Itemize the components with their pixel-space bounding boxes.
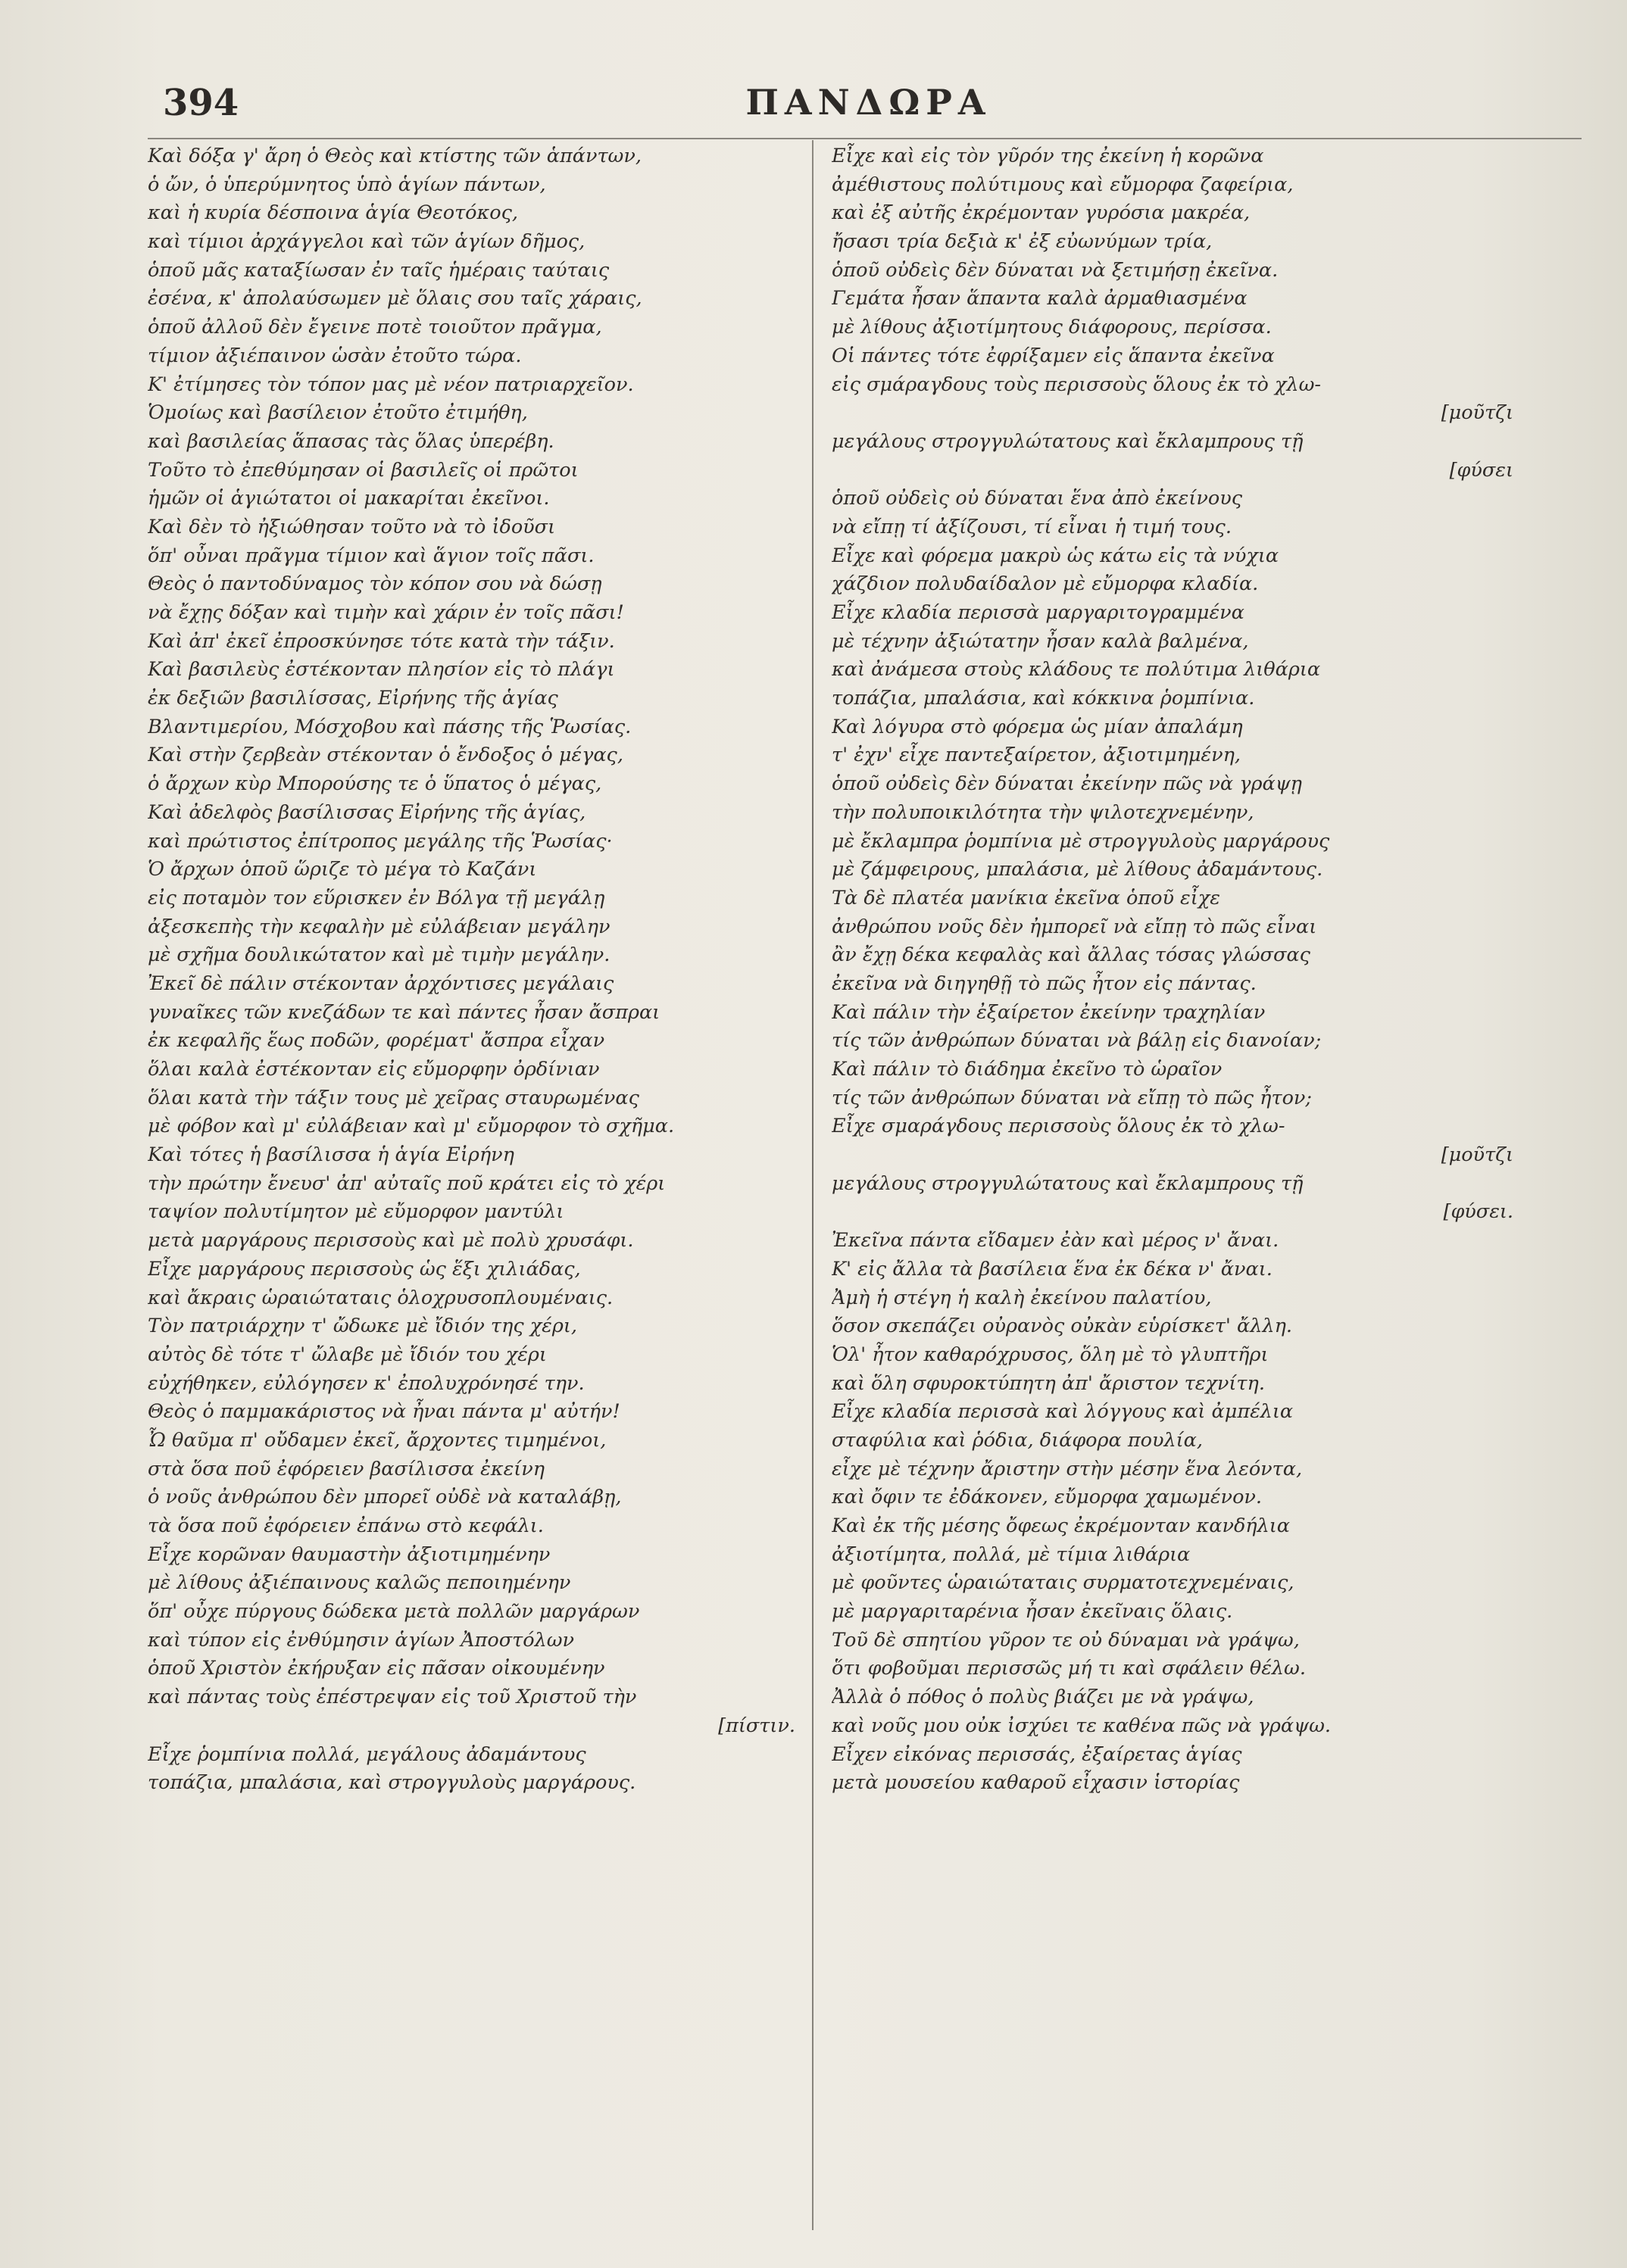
verse-line: μὲ φόβον καὶ μ' εὐλάβειαν καὶ μ' εὔμορφον τὸ σχῆμα. bbox=[148, 1115, 675, 1138]
verse-line: τίς τῶν ἀνθρώπων δύναται νὰ εἴπῃ τὸ πῶς ἦτον; bbox=[832, 1086, 1313, 1109]
verse-line: τοπάζια, μπαλάσια, καὶ κόκκινα ῥομπίνια. bbox=[832, 687, 1255, 710]
verse-line: [μοῦτζι bbox=[1441, 1143, 1513, 1167]
verse-line: Εἶχε κλαδία περισσὰ μαργαριτογραμμένα bbox=[832, 601, 1244, 624]
verse-line: μετὰ μουσείου καθαροῦ εἶχασιν ἱστορίας bbox=[832, 1771, 1240, 1795]
verse-line: Τὸν πατριάρχην τ' ὤδωκε μὲ ἴδιόν της χέρι, bbox=[148, 1315, 577, 1338]
verse-line: ὁ ὤν, ὁ ὑπερύμνητος ὑπὸ ἁγίων πάντων, bbox=[148, 173, 546, 196]
verse-line: [μοῦτζι bbox=[1441, 401, 1513, 425]
running-title: ΠΑΝΔΩΡΑ bbox=[745, 82, 992, 123]
verse-line: εὐχήθηκεν, εὐλόγησεν κ' ἐπολυχρόνησέ την. bbox=[148, 1371, 585, 1395]
verse-line: καὶ βασιλείας ἅπασας τὰς ὅλας ὑπερέβη. bbox=[148, 429, 554, 453]
verse-line: μὲ ζάμφειρους, μπαλάσια, μὲ λίθους ἀδαμάντους. bbox=[832, 858, 1323, 881]
verse-line: Ὦ θαῦμα π' οὔδαμεν ἐκεῖ, ἄρχοντες τιμημένοι, bbox=[148, 1428, 607, 1452]
verse-line: Ἐκεῖνα πάντα εἴδαμεν ἐὰν καὶ μέρος ν' ἄναι. bbox=[832, 1229, 1279, 1253]
verse-line: καὶ πρώτιστος ἐπίτροπος μεγάλης τῆς Ῥωσίας· bbox=[148, 829, 613, 853]
verse-line: Θεὸς ὁ παντοδύναμος τὸν κόπον σου νὰ δώσῃ bbox=[148, 572, 602, 596]
verse-line: τοπάζια, μπαλάσια, καὶ στρογγυλοὺς μαργάρους. bbox=[148, 1771, 636, 1795]
verse-line: ὁ νοῦς ἀνθρώπου δὲν μπορεῖ οὐδὲ νὰ καταλάβῃ, bbox=[148, 1486, 622, 1509]
header-rule bbox=[148, 138, 1582, 139]
verse-line: τίμιον ἀξιέπαινον ὡσὰν ἐτοῦτο τώρα. bbox=[148, 344, 522, 367]
verse-line: Εἶχε σμαράγδους περισσοὺς ὅλους ἐκ τὸ χλω- bbox=[832, 1115, 1285, 1138]
verse-line: Γεμάτα ἦσαν ἅπαντα καλὰ ἀρμαθιασμένα bbox=[832, 287, 1248, 310]
verse-line: ἐκ δεξιῶν βασιλίσσας, Εἰρήνης τῆς ἁγίας bbox=[148, 687, 558, 710]
verse-line: ὁ ἄρχων κὺρ Μπορούσης τε ὁ ὕπατος ὁ μέγας, bbox=[148, 772, 602, 796]
right-column bbox=[832, 142, 1513, 2232]
verse-line: [φύσει. bbox=[1443, 1200, 1513, 1224]
verse-line: χάζδιον πολυδαίδαλον μὲ εὔμορφα κλαδία. bbox=[832, 572, 1259, 596]
verse-line: Εἶχε καὶ φόρεμα μακρὺ ὡς κάτω εἰς τὰ νύχια bbox=[832, 544, 1279, 567]
verse-line: Καὶ τότες ἡ βασίλισσα ἡ ἁγία Εἰρήνη bbox=[148, 1143, 514, 1167]
verse-line: ἡμῶν οἱ ἁγιώτατοι οἱ μακαρίται ἐκεῖνοι. bbox=[148, 487, 550, 510]
verse-line: ἂν ἔχῃ δέκα κεφαλὰς καὶ ἄλλας τόσας γλώσσας bbox=[832, 944, 1310, 967]
verse-line: στὰ ὅσα ποῦ ἐφόρειεν βασίλισσα ἐκείνη bbox=[148, 1457, 545, 1480]
verse-line: Καὶ δὲν τὸ ἠξιώθησαν τοῦτο νὰ τὸ ἰδοῦσι bbox=[148, 515, 556, 538]
verse-line: τίς τῶν ἀνθρώπων δύναται νὰ βάλῃ εἰς διανοίαν; bbox=[832, 1029, 1322, 1053]
verse-line: τὴν πρώτην ἔνευσ' ἀπ' αὐταῖς ποῦ κράτει εἰς τὸ χέρι bbox=[148, 1171, 666, 1195]
verse-line: μὲ λίθους ἀξιέπαινους καλῶς πεποιημένην bbox=[148, 1571, 571, 1595]
verse-line: Τὰ δὲ πλατέα μανίκια ἐκεῖνα ὁποῦ εἶχε bbox=[832, 886, 1220, 909]
verse-line: Εἶχε κλαδία περισσὰ καὶ λόγγους καὶ ἀμπέλια bbox=[832, 1400, 1294, 1424]
verse-line: εἶχε μὲ τέχνην ἄριστην στὴν μέσην ἕνα λεόντα, bbox=[832, 1457, 1303, 1480]
verse-line: ὁποῦ Χριστὸν ἐκήρυξαν εἰς πᾶσαν οἰκουμένην bbox=[148, 1657, 605, 1680]
verse-line: ὅπ' οὖχε πύργους δώδεκα μετὰ πολλῶν μαργάρων bbox=[148, 1600, 640, 1624]
verse-line: Βλαντιμερίου, Μόσχοβου καὶ πάσης τῆς Ῥωσίας. bbox=[148, 715, 632, 738]
verse-line: Καὶ ἀπ' ἐκεῖ ἐπροσκύνησε τότε κατὰ τὴν τάξιν. bbox=[148, 629, 615, 653]
verse-line: καὶ τίμιοι ἀρχάγγελοι καὶ τῶν ἁγίων δῆμος, bbox=[148, 230, 586, 254]
verse-line: Εἶχε μαργάρους περισσοὺς ὡς ἕξι χιλιάδας, bbox=[148, 1257, 581, 1281]
verse-line: ὅπ' οὖναι πρᾶγμα τίμιον καὶ ἅγιον τοῖς πᾶσι. bbox=[148, 544, 595, 567]
verse-line: Καὶ πάλιν τὴν ἐξαίρετον ἐκείνην τραχηλίαν bbox=[832, 1000, 1266, 1024]
verse-line: Τοῦτο τὸ ἐπεθύμησαν οἱ βασιλεῖς οἱ πρῶτοι bbox=[148, 458, 579, 482]
verse-line: Καὶ λόγυρα στὸ φόρεμα ὡς μίαν ἀπαλάμη bbox=[832, 715, 1243, 738]
verse-line: Καὶ βασιλεὺς ἐστέκονταν πλησίον εἰς τὸ πλάγι bbox=[148, 658, 615, 682]
verse-line: καὶ ὄφιν τε ἐδάκονεν, εὔμορφα χαμωμένον. bbox=[832, 1486, 1263, 1509]
verse-line: μὲ φοῦντες ὡραιώταταις συρματοτεχνεμέναις, bbox=[832, 1571, 1294, 1595]
verse-line: ἀξιοτίμητα, πολλά, μὲ τίμια λιθάρια bbox=[832, 1543, 1191, 1566]
verse-line: Ὁλ' ἦτον καθαρόχρυσος, ὅλη μὲ τὸ γλυπτῆρι bbox=[832, 1343, 1269, 1366]
verse-line: ὁποῦ μᾶς καταξίωσαν ἐν ταῖς ἡμέραις ταύταις bbox=[148, 258, 610, 282]
verse-line: ἐκ κεφαλῆς ἕως ποδῶν, φορέματ' ἄσπρα εἶχαν bbox=[148, 1029, 605, 1053]
verse-line: ἀμέθιστους πολύτιμους καὶ εὔμορφα ζαφείρια, bbox=[832, 173, 1294, 196]
verse-line: [φύσει bbox=[1449, 458, 1513, 482]
verse-line: Εἶχε καὶ εἰς τὸν γῦρόν της ἐκείνη ἡ κορῶνα bbox=[832, 145, 1264, 167]
verse-line: Ὁ ἄρχων ὁποῦ ὥριζε τὸ μέγα τὸ Καζάνι bbox=[148, 858, 537, 881]
verse-line: γυναῖκες τῶν κνεζάδων τε καὶ πάντες ἦσαν ἄσπραι bbox=[148, 1000, 660, 1024]
verse-line: Θεὸς ὁ παμμακάριστος νὰ ἦναι πάντα μ' αὐτήν! bbox=[148, 1400, 620, 1424]
verse-line: ὁποῦ οὐδεὶς δὲν δύναται νὰ ξετιμήσῃ ἐκεῖνα. bbox=[832, 258, 1279, 282]
verse-line: Οἱ πάντες τότε ἐφρίξαμεν εἰς ἅπαντα ἐκεῖνα bbox=[832, 344, 1275, 367]
verse-line: καὶ ὅλη σφυροκτύπητη ἀπ' ἄριστον τεχνίτη. bbox=[832, 1371, 1265, 1395]
verse-line: μεγάλους στρογγυλώτατους καὶ ἔκλαμπρους τῇ bbox=[832, 1171, 1304, 1195]
verse-line: ἐσένα, κ' ἀπολαύσωμεν μὲ ὅλαις σου ταῖς χάραις, bbox=[148, 287, 642, 310]
verse-line: Καὶ στὴν ζερβεὰν στέκονταν ὁ ἔνδοξος ὁ μέγας, bbox=[148, 744, 623, 767]
verse-line: καὶ ἀνάμεσα στοὺς κλάδους τε πολύτιμα λιθάρια bbox=[832, 658, 1321, 682]
left-column bbox=[148, 142, 795, 2232]
verse-line: μὲ μαργαριταρένια ἦσαν ἐκεῖναις ὅλαις. bbox=[832, 1600, 1233, 1624]
verse-line: μὲ τέχνην ἀξιώτατην ἦσαν καλὰ βαλμένα, bbox=[832, 629, 1249, 653]
verse-line: μεγάλους στρογγυλώτατους καὶ ἔκλαμπρους τῇ bbox=[832, 429, 1304, 453]
verse-line: μὲ σχῆμα δουλικώτατον καὶ μὲ τιμὴν μεγάλην. bbox=[148, 944, 611, 967]
verse-line: Κ' εἰς ἄλλα τὰ βασίλεια ἕνα ἐκ δέκα ν' ἄναι. bbox=[832, 1257, 1273, 1281]
verse-line: ὅσον σκεπάζει οὐρανὸς οὐκὰν εὑρίσκετ' ἄλλη. bbox=[832, 1315, 1292, 1338]
verse-line: ὅτι φοβοῦμαι περισσῶς μή τι καὶ σφάλειν θέλω. bbox=[832, 1657, 1306, 1680]
verse-line: καὶ τύπον εἰς ἐνθύμησιν ἁγίων Ἀποστόλων bbox=[148, 1628, 575, 1652]
verse-line: καὶ ἐξ αὐτῆς ἐκρέμονταν γυρόσια μακρέα, bbox=[832, 201, 1251, 225]
verse-line: Ἀμὴ ἡ στέγη ἡ καλὴ ἐκείνου παλατίου, bbox=[832, 1286, 1212, 1309]
verse-line: Καὶ ἀδελφὸς βασίλισσας Εἰρήνης τῆς ἁγίας, bbox=[148, 800, 586, 824]
verse-line: Ὁμοίως καὶ βασίλειον ἐτοῦτο ἐτιμήθη, bbox=[148, 401, 528, 425]
verse-line: ἀνθρώπου νοῦς δὲν ἠμπορεῖ νὰ εἴπῃ τὸ πῶς εἶναι bbox=[832, 915, 1317, 938]
verse-line: τὴν πολυποικιλότητα τὴν ψιλοτεχνεμένην, bbox=[832, 800, 1254, 824]
verse-line: Εἶχε ῥομπίνια πολλά, μεγάλους ἀδαμάντους bbox=[148, 1742, 586, 1766]
verse-line: νὰ εἴπῃ τί ἀξίζουσι, τί εἶναι ἡ τιμή τους. bbox=[832, 515, 1232, 538]
verse-line: ἤσασι τρία δεξιὰ κ' ἐξ εὐωνύμων τρία, bbox=[832, 230, 1213, 254]
verse-line: Καὶ δόξα γ' ἄρη ὁ Θεὸς καὶ κτίστης τῶν ἁπάντων, bbox=[148, 145, 642, 167]
verse-line: εἰς σμάραγδους τοὺς περισσοὺς ὅλους ἐκ τὸ χλω- bbox=[832, 373, 1322, 396]
verse-line: Κ' ἐτίμησες τὸν τόπον μας μὲ νέον πατριαρχεῖον. bbox=[148, 373, 634, 396]
verse-line: Καὶ πάλιν τὸ διάδημα ἐκεῖνο τὸ ὡραῖον bbox=[832, 1058, 1223, 1081]
verse-line: Τοῦ δὲ σπητίου γῦρον τε οὐ δύναμαι νὰ γράψω, bbox=[832, 1628, 1300, 1652]
verse-line: ὅλαι κατὰ τὴν τάξιν τους μὲ χεῖρας σταυρωμένας bbox=[148, 1086, 639, 1109]
verse-line: [πίστιν. bbox=[718, 1714, 795, 1737]
verse-line: τ' ἐχν' εἶχε παντεξαίρετον, ἀξιοτιμημένη, bbox=[832, 744, 1241, 767]
verse-line: καὶ ἡ κυρία δέσποινα ἁγία Θεοτόκος, bbox=[148, 201, 518, 225]
page-header bbox=[163, 82, 1574, 135]
verse-line: νὰ ἔχῃς δόξαν καὶ τιμὴν καὶ χάριν ἐν τοῖς πᾶσι! bbox=[148, 601, 624, 624]
verse-line: ὁποῦ ἀλλοῦ δὲν ἔγεινε ποτὲ τοιοῦτον πρᾶγμα, bbox=[148, 316, 602, 339]
verse-line: μετὰ μαργάρους περισσοὺς καὶ μὲ πολὺ χρυσάφι. bbox=[148, 1229, 634, 1253]
verse-line: ὅλαι καλὰ ἐστέκονταν εἰς εὔμορφην ὀρδίνιαν bbox=[148, 1058, 600, 1081]
verse-line: καὶ νοῦς μου οὐκ ἰσχύει τε καθένα πῶς νὰ γράψω. bbox=[832, 1714, 1331, 1737]
verse-line: καὶ πάντας τοὺς ἐπέστρεψαν εἰς τοῦ Χριστοῦ τὴν bbox=[148, 1686, 637, 1709]
verse-line: ὁποῦ οὐδεὶς δὲν δύναται ἐκείνην πῶς νὰ γράψῃ bbox=[832, 772, 1302, 796]
page-number: 394 bbox=[163, 82, 239, 124]
verse-line: τὰ ὅσα ποῦ ἐφόρειεν ἐπάνω στὸ κεφάλι. bbox=[148, 1515, 544, 1537]
verse-line: ὁποῦ οὐδεὶς οὐ δύναται ἕνα ἀπὸ ἐκείνους bbox=[832, 487, 1242, 510]
verse-line: καὶ ἄκραις ὡραιώταταις ὁλοχρυσοπλουμέναις. bbox=[148, 1286, 614, 1309]
verse-line: εἰς ποταμὸν τον εὕρισκεν ἐν Βόλγα τῇ μεγάλῃ bbox=[148, 886, 605, 909]
verse-line: Ἐκεῖ δὲ πάλιν στέκονταν ἀρχόντισες μεγάλαις bbox=[148, 972, 614, 995]
verse-line: ἀξεσκεπὴς τὴν κεφαλὴν μὲ εὐλάβειαν μεγάλην bbox=[148, 915, 611, 938]
column-divider bbox=[812, 140, 814, 2230]
verse-line: ἐκεῖνα νὰ διηγηθῇ τὸ πῶς ἦτον εἰς πάντας. bbox=[832, 972, 1257, 995]
verse-line: Ἀλλὰ ὁ πόθος ὁ πολὺς βιάζει με νὰ γράψω, bbox=[832, 1686, 1254, 1709]
verse-line: Εἶχε κορῶναν θαυμαστὴν ἀξιοτιμημένην bbox=[148, 1543, 551, 1566]
verse-line: αὐτὸς δὲ τότε τ' ὤλαβε μὲ ἴδιόν του χέρι bbox=[148, 1343, 547, 1366]
verse-line: μὲ ἔκλαμπρα ῥομπίνια μὲ στρογγυλοὺς μαργάρους bbox=[832, 829, 1330, 853]
verse-line: ταψίον πολυτίμητον μὲ εὔμορφον μαντύλι bbox=[148, 1200, 564, 1224]
verse-line: Καὶ ἐκ τῆς μέσης ὄφεως ἐκρέμονταν κανδήλια bbox=[832, 1515, 1290, 1537]
verse-line: Εἶχεν εἰκόνας περισσάς, ἐξαίρετας ἁγίας bbox=[832, 1742, 1242, 1766]
verse-line: μὲ λίθους ἀξιοτίμητους διάφορους, περίσσα. bbox=[832, 316, 1272, 339]
verse-line: σταφύλια καὶ ῥόδια, διάφορα πουλία, bbox=[832, 1428, 1203, 1452]
